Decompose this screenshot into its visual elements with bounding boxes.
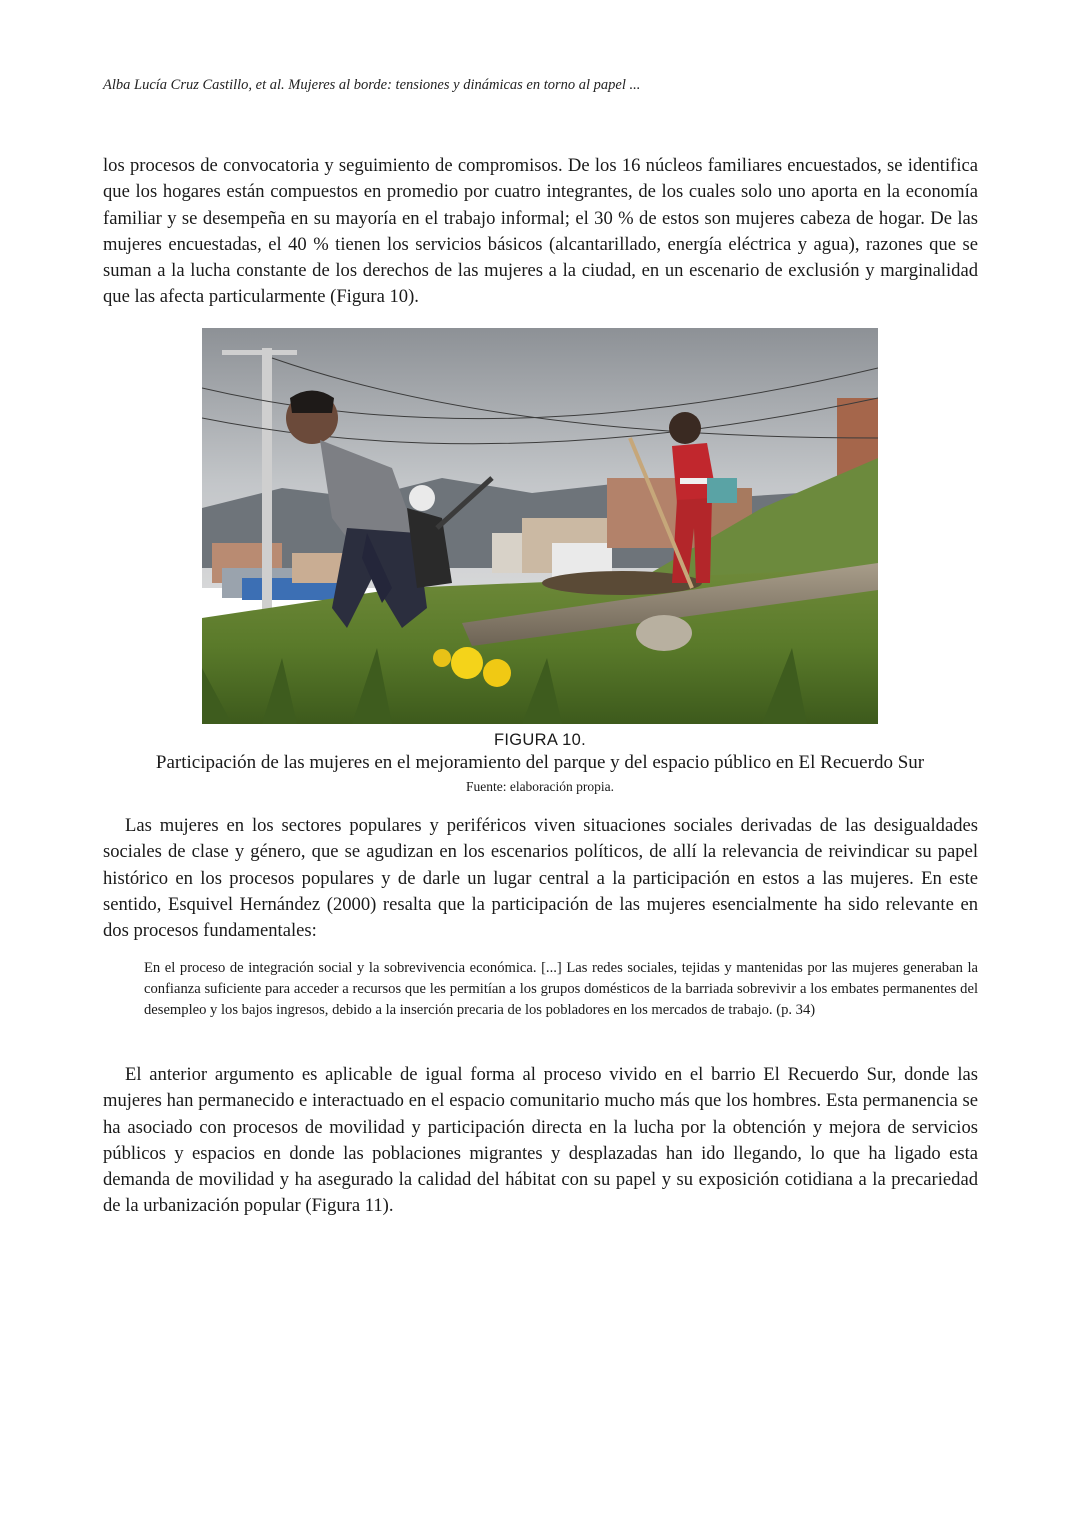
paragraph-intro: los procesos de convocatoria y seguimiento de compromisos. De los 16 núcleos familiares encuestados, se identifica que los hogares están compuestos en promedio por cuatro integrantes, de los cuales solo uno aporta en la economía familiar y se desempeña en su mayoría en el trabajo informal; el 30 % de estos son mujeres cabeza de hogar. De las mujeres encuestadas, el 40 % tienen los servicios básicos (alcantarillado, energía eléctrica y agua), razones que se suman a la lucha constante de los derechos de las mujeres a la ciudad, en un escenario de exclusión y marginalidad que las afecta particularmente (Figura 10). <box>103 155 978 308</box>
figure-label: FIGURA 10. <box>494 731 586 749</box>
teal-cloth <box>707 478 737 503</box>
figure-photo <box>202 328 878 724</box>
paragraph-women-popular-sectors: Las mujeres en los sectores populares y periféricos viven situaciones sociales derivadas de las desigualdades sociales de clase y género, que se agudizan en los escenarios políticos, de allí la relevancia de reivindicar su papel histórico en los procesos populares y de darle un lugar central a la participación en estos a las mujeres. En este sentido, Esquivel Hernández (2000) resalta que la participación de las mujeres esencialmente ha sido relevante en dos procesos fundamentales: <box>103 815 978 942</box>
block-quote: En el proceso de integración social y la sobrevivencia económica. [...] Las redes sociales, tejidas y mantenidas por las mujeres generaban la confianza suficiente para acceder a recursos que les permitían a los grupos domésticos de la barriada sobrevivir a los embates permanentes del desempleo y los bajos ingresos, debido a la inserción precaria de los pobladores en los mercados de trabajo. (p. 34) <box>144 960 978 1018</box>
figure-caption: Participación de las mujeres en el mejoramiento del parque y del espacio público en El Recuerdo Sur <box>155 752 925 773</box>
figure-source: Fuente: elaboración propia. <box>465 779 615 794</box>
stone <box>636 615 692 651</box>
running-header: Alba Lucía Cruz Castillo, et al. Mujeres al borde: tensiones y dinámicas en torno al papel ... <box>103 77 641 93</box>
paragraph-recuerdo-sur: El anterior argumento es aplicable de igual forma al proceso vivido en el barrio El Recuerdo Sur, donde las mujeres han permanecido e interactuado en el espacio comunitario mucho más que los hombres. Esta permanencia se ha asociado con procesos de movilidad y participación directa en la lucha por la obtención y mejora de servicios públicos y espacios en donde las poblaciones migrantes y desplazadas han ido llegando, lo que ha ligado esta demanda de movilidad y ha asegurado la calidad del hábitat con su papel y su exposición cotidiana a la precariedad de la urbanización popular (Figura 11). <box>103 1064 978 1217</box>
